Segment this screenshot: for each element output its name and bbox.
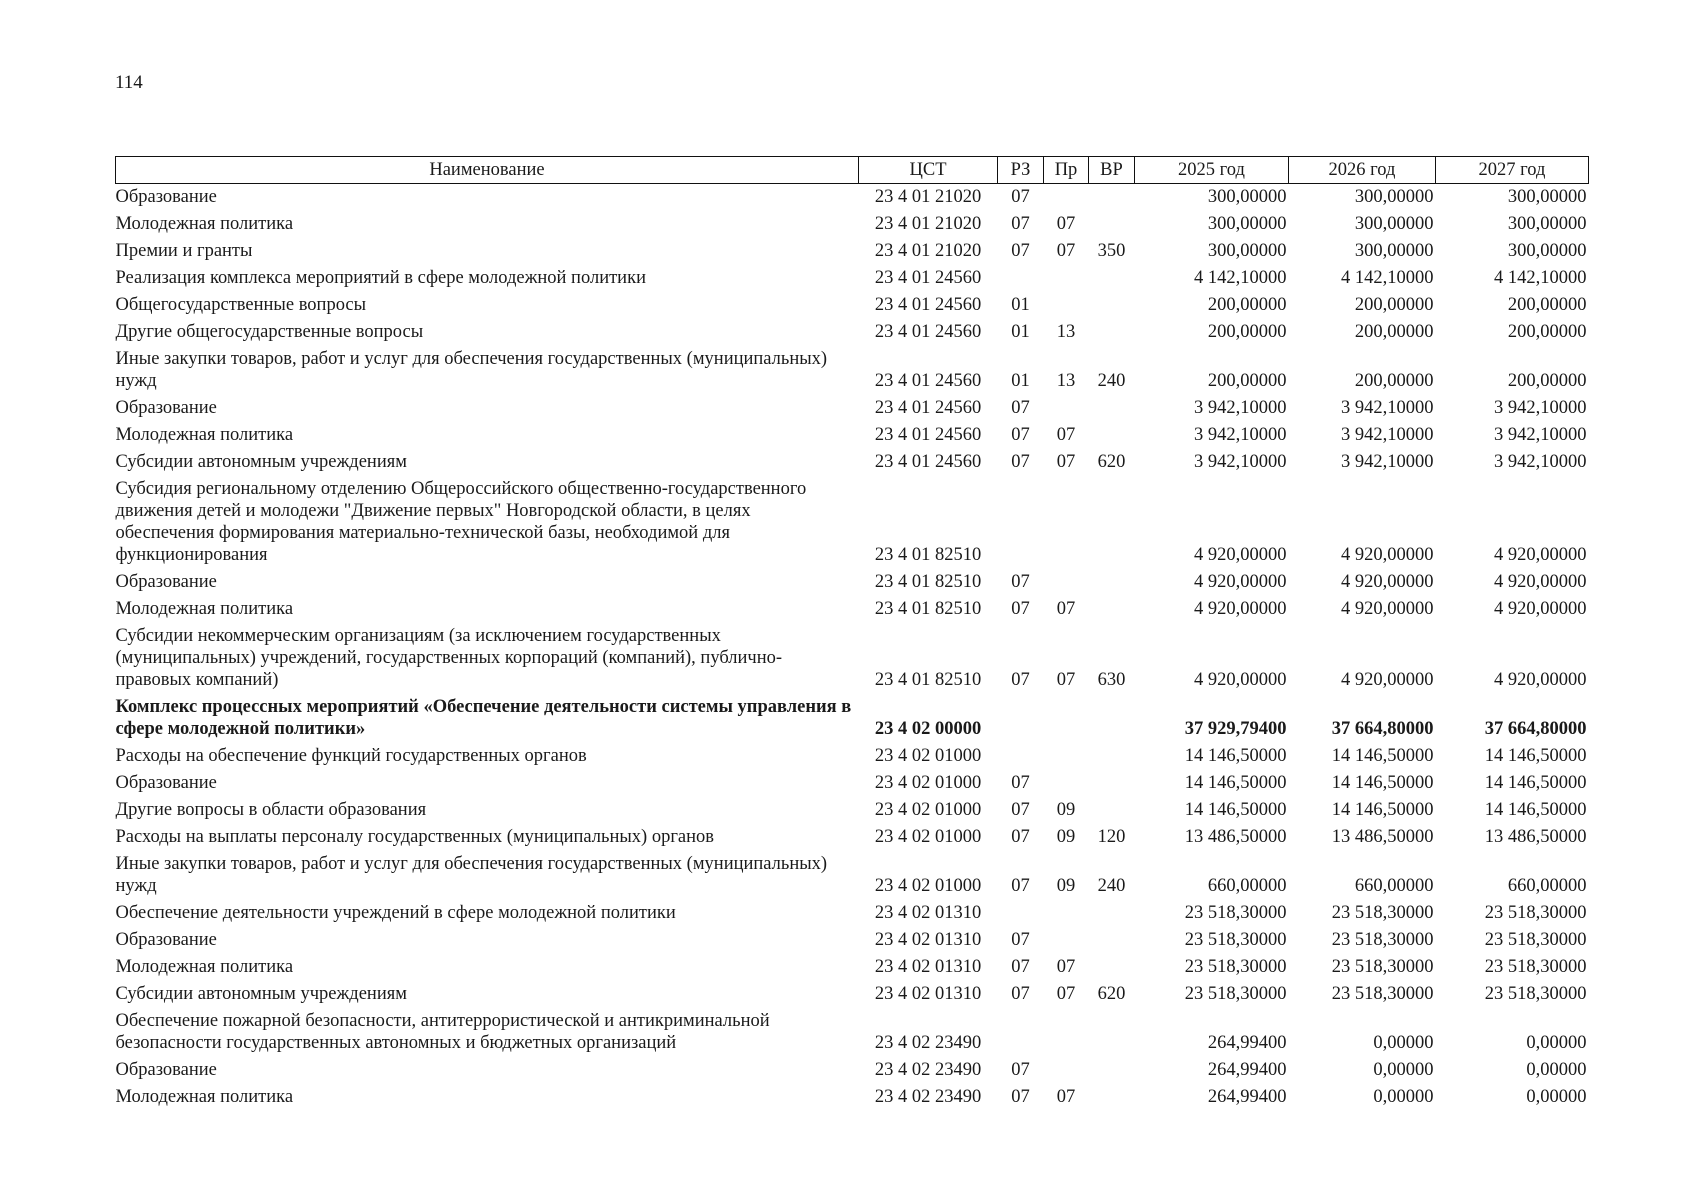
cell-vr [1089, 184, 1135, 212]
cell-rz: 07 [1011, 800, 1030, 820]
cell-vr [1089, 900, 1135, 927]
cell-vr: 630 [1097, 670, 1126, 690]
cell-2025: 23 518,30000 [1184, 984, 1287, 1004]
cell-vr: 240 [1097, 371, 1126, 391]
cell-2027: 4 920,00000 [1494, 545, 1587, 565]
cell-pr [1044, 1008, 1089, 1057]
cell-rz: 07 [1011, 984, 1030, 1004]
cell-vr: 120 [1097, 827, 1126, 847]
cell-2025: 4 142,10000 [1194, 268, 1287, 288]
cell-name: Молодежная политика [115, 1087, 294, 1107]
cell-2027: 0,00000 [1526, 1033, 1587, 1053]
cell-cst: 23 4 02 01000 [874, 876, 982, 896]
cell-vr [1089, 954, 1135, 981]
cell-rz: 07 [1011, 670, 1030, 690]
cell-2026: 4 142,10000 [1341, 268, 1434, 288]
cell-vr [1089, 211, 1135, 238]
cell-2027: 14 146,50000 [1484, 800, 1587, 820]
cell-rz: 01 [1011, 295, 1030, 315]
table-row [116, 292, 1589, 319]
cell-name: Обеспечение пожарной безопасности, антитеррористической и антикриминальной безопасности государственных автономных и бюджетных организаций [115, 1011, 770, 1053]
cell-name: Молодежная политика [115, 214, 294, 234]
cell-rz: 07 [1011, 1087, 1030, 1107]
cell-name: Образование [115, 930, 217, 950]
cell-pr: 07 [1056, 957, 1076, 977]
cell-pr [1044, 184, 1089, 212]
cell-rz [998, 694, 1044, 743]
cell-rz: 07 [1011, 241, 1030, 261]
header-name: Наименование [116, 157, 859, 184]
cell-cst: 23 4 01 24560 [874, 452, 982, 472]
cell-2026: 4 920,00000 [1341, 545, 1434, 565]
cell-cst: 23 4 01 24560 [874, 425, 982, 445]
page-number: 114 [115, 72, 143, 93]
header-pr: Пр [1044, 157, 1089, 184]
cell-2025: 300,00000 [1207, 214, 1287, 234]
cell-name: Иные закупки товаров, работ и услуг для обеспечения государственных (муниципальных) нужд [115, 854, 828, 896]
cell-vr [1089, 476, 1135, 569]
cell-2025: 200,00000 [1207, 322, 1287, 342]
cell-2027: 300,00000 [1507, 187, 1587, 207]
table-row [116, 238, 1589, 265]
cell-2025: 3 942,10000 [1194, 452, 1287, 472]
table-row [116, 797, 1589, 824]
header-vr: ВР [1089, 157, 1135, 184]
cell-name: Премии и гранты [115, 241, 253, 261]
cell-name: Обеспечение деятельности учреждений в сфере молодежной политики [115, 903, 676, 923]
cell-vr [1089, 596, 1135, 623]
cell-2026: 3 942,10000 [1341, 452, 1434, 472]
cell-vr: 240 [1097, 876, 1126, 896]
header-2026: 2026 год [1289, 157, 1436, 184]
cell-vr [1089, 292, 1135, 319]
table-row [116, 1084, 1589, 1111]
cell-2027: 3 942,10000 [1494, 452, 1587, 472]
header-rz: РЗ [998, 157, 1044, 184]
cell-name: Реализация комплекса мероприятий в сфере молодежной политики [115, 268, 646, 288]
cell-cst: 23 4 01 24560 [874, 398, 982, 418]
cell-pr: 09 [1056, 827, 1076, 847]
cell-cst: 23 4 02 01000 [874, 800, 982, 820]
cell-2025: 4 920,00000 [1194, 545, 1287, 565]
cell-2025: 13 486,50000 [1184, 827, 1287, 847]
cell-2025: 4 920,00000 [1194, 670, 1287, 690]
table-row [116, 395, 1589, 422]
cell-pr: 09 [1056, 876, 1076, 896]
cell-2026: 4 920,00000 [1341, 599, 1434, 619]
cell-2025: 23 518,30000 [1184, 903, 1287, 923]
table-row [116, 476, 1589, 569]
cell-pr: 07 [1056, 425, 1076, 445]
cell-2025: 37 929,79400 [1184, 719, 1287, 739]
table-row [116, 319, 1589, 346]
table-row [116, 954, 1589, 981]
cell-rz: 07 [1011, 214, 1030, 234]
cell-vr [1089, 1008, 1135, 1057]
cell-2026: 300,00000 [1354, 187, 1434, 207]
cell-vr: 620 [1097, 984, 1126, 1004]
cell-name: Расходы на обеспечение функций государственных органов [115, 746, 587, 766]
cell-2027: 200,00000 [1507, 295, 1587, 315]
table-row [116, 449, 1589, 476]
cell-cst: 23 4 02 23490 [874, 1033, 982, 1053]
cell-2026: 300,00000 [1354, 241, 1434, 261]
cell-2027: 4 920,00000 [1494, 670, 1587, 690]
cell-pr: 07 [1056, 452, 1076, 472]
cell-rz: 07 [1011, 876, 1030, 896]
cell-2027: 23 518,30000 [1484, 903, 1587, 923]
cell-cst: 23 4 02 01000 [874, 746, 982, 766]
cell-2027: 23 518,30000 [1484, 957, 1587, 977]
cell-vr [1089, 1057, 1135, 1084]
cell-name: Молодежная политика [115, 599, 294, 619]
table-row [116, 900, 1589, 927]
cell-vr [1089, 770, 1135, 797]
cell-rz: 07 [1011, 930, 1030, 950]
cell-cst: 23 4 02 23490 [874, 1087, 982, 1107]
cell-cst: 23 4 01 24560 [874, 268, 982, 288]
cell-2025: 14 146,50000 [1184, 800, 1287, 820]
cell-2027: 200,00000 [1507, 322, 1587, 342]
cell-cst: 23 4 01 21020 [874, 241, 982, 261]
cell-pr [1044, 1057, 1089, 1084]
cell-vr [1089, 1084, 1135, 1111]
cell-rz [998, 743, 1044, 770]
cell-rz: 07 [1011, 572, 1030, 592]
cell-2027: 4 142,10000 [1494, 268, 1587, 288]
cell-pr [1044, 476, 1089, 569]
header-cst: ЦСТ [859, 157, 998, 184]
table-row [116, 694, 1589, 743]
cell-2025: 14 146,50000 [1184, 746, 1287, 766]
cell-vr: 350 [1097, 241, 1126, 261]
cell-2026: 200,00000 [1354, 322, 1434, 342]
cell-pr: 07 [1056, 984, 1076, 1004]
cell-2026: 4 920,00000 [1341, 572, 1434, 592]
cell-pr: 07 [1056, 670, 1076, 690]
cell-vr [1089, 743, 1135, 770]
cell-2027: 37 664,80000 [1484, 719, 1587, 739]
cell-rz: 07 [1011, 187, 1030, 207]
cell-vr [1089, 927, 1135, 954]
cell-2025: 300,00000 [1207, 241, 1287, 261]
cell-2025: 14 146,50000 [1184, 773, 1287, 793]
cell-pr [1044, 743, 1089, 770]
cell-2026: 4 920,00000 [1341, 670, 1434, 690]
cell-pr [1044, 900, 1089, 927]
cell-name: Субсидии автономным учреждениям [115, 984, 407, 1004]
cell-pr: 13 [1056, 322, 1076, 342]
cell-2026: 13 486,50000 [1331, 827, 1434, 847]
cell-cst: 23 4 01 82510 [874, 545, 982, 565]
cell-pr [1044, 770, 1089, 797]
cell-rz: 07 [1011, 599, 1030, 619]
table-row [116, 1008, 1589, 1057]
cell-2026: 14 146,50000 [1331, 800, 1434, 820]
cell-2027: 23 518,30000 [1484, 930, 1587, 950]
cell-2027: 23 518,30000 [1484, 984, 1587, 1004]
table-row [116, 569, 1589, 596]
cell-2026: 37 664,80000 [1331, 719, 1434, 739]
cell-2026: 23 518,30000 [1331, 984, 1434, 1004]
table-row [116, 265, 1589, 292]
table-row [116, 1057, 1589, 1084]
cell-2025: 264,99400 [1207, 1033, 1287, 1053]
cell-rz [998, 1008, 1044, 1057]
cell-cst: 23 4 01 24560 [874, 295, 982, 315]
cell-name: Расходы на выплаты персоналу государственных (муниципальных) органов [115, 827, 715, 847]
cell-2027: 200,00000 [1507, 371, 1587, 391]
table-row [116, 770, 1589, 797]
cell-2026: 300,00000 [1354, 214, 1434, 234]
cell-2026: 14 146,50000 [1331, 746, 1434, 766]
cell-vr: 620 [1097, 452, 1126, 472]
cell-cst: 23 4 02 23490 [874, 1060, 982, 1080]
cell-2027: 660,00000 [1507, 876, 1587, 896]
cell-2026: 0,00000 [1373, 1087, 1434, 1107]
cell-rz: 07 [1011, 452, 1030, 472]
cell-2025: 264,99400 [1207, 1060, 1287, 1080]
budget-table-container [115, 156, 1588, 1111]
cell-pr: 13 [1056, 371, 1076, 391]
cell-2026: 23 518,30000 [1331, 930, 1434, 950]
table-row [116, 184, 1589, 212]
cell-cst: 23 4 02 01000 [874, 827, 982, 847]
cell-2027: 4 920,00000 [1494, 599, 1587, 619]
cell-pr: 07 [1056, 214, 1076, 234]
cell-2027: 14 146,50000 [1484, 773, 1587, 793]
cell-2025: 200,00000 [1207, 295, 1287, 315]
table-row [116, 824, 1589, 851]
cell-2026: 0,00000 [1373, 1060, 1434, 1080]
table-row [116, 743, 1589, 770]
cell-cst: 23 4 01 21020 [874, 187, 982, 207]
table-row [116, 623, 1589, 694]
cell-2027: 3 942,10000 [1494, 425, 1587, 445]
cell-name: Другие общегосударственные вопросы [115, 322, 424, 342]
table-row [116, 596, 1589, 623]
cell-vr [1089, 797, 1135, 824]
cell-name: Субсидия региональному отделению Общероссийского общественно-государственного движения детей и молодежи "Движение первых" Новгородской области, в целях обеспечения формирования материально-технической базы, необходимой для функционирования [115, 479, 807, 565]
cell-name: Другие вопросы в области образования [115, 800, 427, 820]
cell-2027: 0,00000 [1526, 1060, 1587, 1080]
cell-pr: 07 [1056, 1087, 1076, 1107]
cell-2027: 3 942,10000 [1494, 398, 1587, 418]
cell-rz: 01 [1011, 322, 1030, 342]
cell-2027: 13 486,50000 [1484, 827, 1587, 847]
cell-rz: 07 [1011, 398, 1030, 418]
cell-name: Субсидии некоммерческим организациям (за исключением государственных (муниципальных) учреждений, государственных корпораций (компаний), публично-правовых компаний) [115, 626, 783, 690]
cell-pr [1044, 395, 1089, 422]
cell-rz [998, 476, 1044, 569]
cell-pr: 07 [1056, 599, 1076, 619]
cell-name: Образование [115, 572, 217, 592]
cell-2025: 660,00000 [1207, 876, 1287, 896]
table-row [116, 346, 1589, 395]
cell-pr: 07 [1056, 241, 1076, 261]
cell-vr [1089, 694, 1135, 743]
cell-2026: 14 146,50000 [1331, 773, 1434, 793]
cell-2026: 23 518,30000 [1331, 903, 1434, 923]
cell-rz: 07 [1011, 827, 1030, 847]
cell-cst: 23 4 02 01000 [874, 773, 982, 793]
cell-name: Субсидии автономным учреждениям [115, 452, 407, 472]
cell-vr [1089, 569, 1135, 596]
cell-cst: 23 4 02 01310 [874, 930, 982, 950]
cell-2025: 4 920,00000 [1194, 572, 1287, 592]
cell-2027: 4 920,00000 [1494, 572, 1587, 592]
cell-pr [1044, 927, 1089, 954]
cell-name: Молодежная политика [115, 957, 294, 977]
header-2027: 2027 год [1436, 157, 1589, 184]
cell-rz: 07 [1011, 957, 1030, 977]
cell-vr [1089, 265, 1135, 292]
cell-2026: 200,00000 [1354, 295, 1434, 315]
cell-name: Общегосударственные вопросы [115, 295, 367, 315]
header-2025: 2025 год [1135, 157, 1289, 184]
cell-2027: 14 146,50000 [1484, 746, 1587, 766]
cell-rz: 07 [1011, 773, 1030, 793]
budget-table [115, 156, 1589, 1111]
cell-cst: 23 4 01 82510 [874, 572, 982, 592]
cell-2026: 3 942,10000 [1341, 398, 1434, 418]
cell-2027: 300,00000 [1507, 241, 1587, 261]
cell-cst: 23 4 02 00000 [874, 719, 982, 739]
cell-name: Молодежная политика [115, 425, 294, 445]
cell-pr: 09 [1056, 800, 1076, 820]
cell-2027: 300,00000 [1507, 214, 1587, 234]
cell-2025: 4 920,00000 [1194, 599, 1287, 619]
cell-vr [1089, 395, 1135, 422]
table-row [116, 981, 1589, 1008]
cell-pr [1044, 292, 1089, 319]
cell-name: Образование [115, 1060, 217, 1080]
header-row [116, 157, 1589, 184]
cell-2025: 300,00000 [1207, 187, 1287, 207]
cell-vr [1089, 422, 1135, 449]
cell-2025: 23 518,30000 [1184, 930, 1287, 950]
table-row [116, 211, 1589, 238]
cell-name: Образование [115, 773, 217, 793]
cell-2025: 264,99400 [1207, 1087, 1287, 1107]
cell-2026: 0,00000 [1373, 1033, 1434, 1053]
cell-cst: 23 4 01 24560 [874, 322, 982, 342]
table-row [116, 851, 1589, 900]
cell-cst: 23 4 01 21020 [874, 214, 982, 234]
cell-name: Образование [115, 398, 217, 418]
cell-cst: 23 4 02 01310 [874, 957, 982, 977]
cell-cst: 23 4 01 24560 [874, 371, 982, 391]
cell-pr [1044, 569, 1089, 596]
cell-2027: 0,00000 [1526, 1087, 1587, 1107]
cell-2025: 23 518,30000 [1184, 957, 1287, 977]
cell-2026: 200,00000 [1354, 371, 1434, 391]
cell-2026: 660,00000 [1354, 876, 1434, 896]
cell-vr [1089, 319, 1135, 346]
cell-rz [998, 900, 1044, 927]
cell-cst: 23 4 02 01310 [874, 903, 982, 923]
cell-name: Комплекс процессных мероприятий «Обеспечение деятельности системы управления в сфере молодежной политики» [115, 697, 852, 739]
cell-rz [998, 265, 1044, 292]
cell-cst: 23 4 01 82510 [874, 670, 982, 690]
cell-2026: 23 518,30000 [1331, 957, 1434, 977]
cell-rz: 07 [1011, 1060, 1030, 1080]
table-row [116, 927, 1589, 954]
cell-2025: 200,00000 [1207, 371, 1287, 391]
cell-pr [1044, 265, 1089, 292]
cell-rz: 01 [1011, 371, 1030, 391]
cell-2025: 3 942,10000 [1194, 398, 1287, 418]
cell-cst: 23 4 02 01310 [874, 984, 982, 1004]
cell-name: Иные закупки товаров, работ и услуг для обеспечения государственных (муниципальных) нужд [115, 349, 828, 391]
cell-2025: 3 942,10000 [1194, 425, 1287, 445]
cell-pr [1044, 694, 1089, 743]
table-body [116, 184, 1589, 1112]
cell-rz: 07 [1011, 425, 1030, 445]
cell-name: Образование [115, 187, 217, 207]
table-header [116, 157, 1589, 184]
cell-2026: 3 942,10000 [1341, 425, 1434, 445]
table-row [116, 422, 1589, 449]
cell-cst: 23 4 01 82510 [874, 599, 982, 619]
